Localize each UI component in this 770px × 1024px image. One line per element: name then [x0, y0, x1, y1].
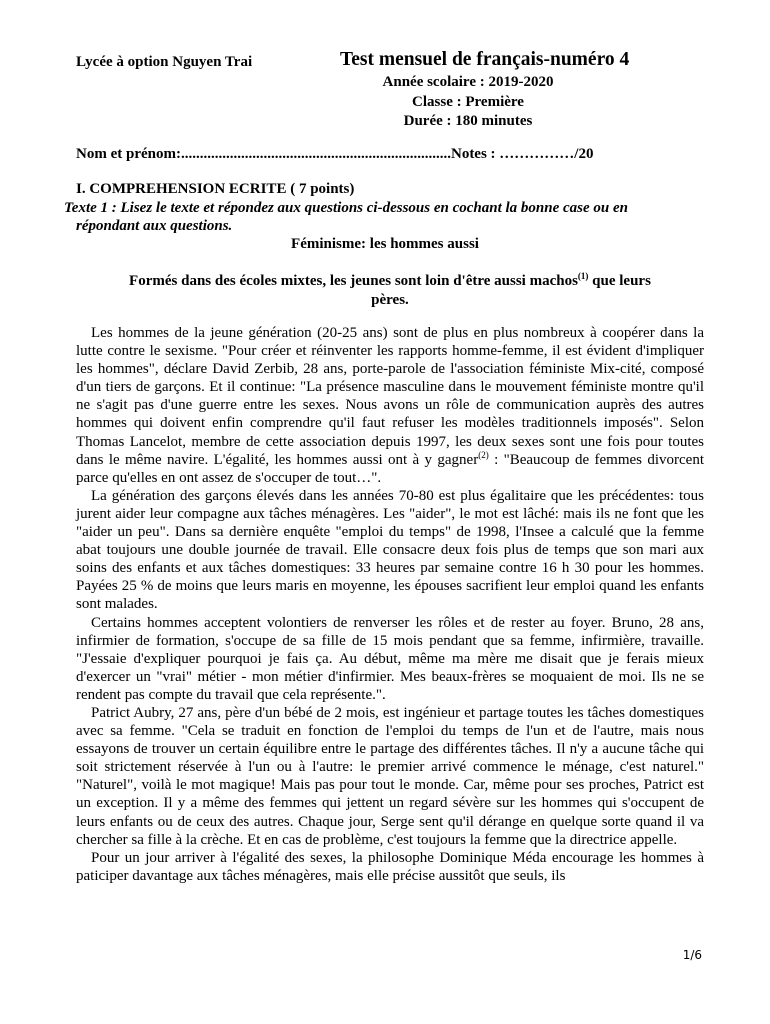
test-meta	[330, 73, 606, 132]
footnote-marker-1: (1)	[577, 271, 589, 281]
paragraph-1-part-2: : "Beaucoup de femmes divorcent parce qu'elles en ont assez de s'occuper de tout…".	[76, 451, 704, 486]
section-heading: I. COMPREHENSION ECRITE ( 7 points)	[76, 181, 355, 197]
test-duration: Durée : 180 minutes	[403, 113, 533, 129]
article-body	[76, 324, 704, 885]
notes-field-label: Notes : ……………/20	[450, 146, 594, 162]
school-name: Lycée à option Nguyen Trai	[76, 54, 253, 70]
paragraph-2: La génération des garçons élevés dans les années 70-80 est plus égalitaire que les précédentes: tous jurent aider leur compagne aux tâches ménagères. Les "aider", le mot est lâché: mais ils ne font que les "aider un peu". Dans sa dernière enquête "emploi du temps" de 1998, l'Insee a calculé que la femme abat toujours une double journée de travail. Elle consacre deux fois plus de temps que son mari aux soins des enfants et aux tâches domestiques: 33 heures par semaine contre 16 h 30 pour les hommes. Payées 25 % de moins que leurs maris en moyenne, les épouses sacrifient leur emploi quand les enfants sont malades.	[76, 487, 704, 613]
instructions	[64, 199, 714, 235]
paragraph-4: Patrict Aubry, 27 ans, père d'un bébé de 2 mois, est ingénieur et partage toutes les tâches domestiques avec sa femme. "Cela se traduit en fonction de l'emploi du temps de l'un et de l'autre, mais nous essayons de trouver un certain équilibre entre le partage des différentes tâches. Il n'y a aucune tâche qui soit strictement réservée à l'un ou à l'autre: le premier arrivé commence le ménage, c'est naturel." "Naturel", voilà le mot magique! Mais pas pour tout le monde. Car, même pour ses proches, Patrict est un exception. Il y a même des femmes qui jettent un regard sévère sur les hommes qui s'occupent de leurs enfants ou de ceux des autres. Chaque jour, Serge sent qu'il dérange en quelque sorte quand il va chercher sa fille à la crèche. Et en cas de problème, c'est toujours la femme que la directrice appelle.	[76, 704, 704, 848]
paragraph-1	[76, 324, 704, 487]
page-number: 1/6	[682, 948, 702, 962]
paragraph-1-part-1: Les hommes de la jeune génération (20-25 ans) sont de plus en plus nombreux à coopérer dans la lutte contre le sexisme. "Pour créer et réinventer les rapports homme-femme, il est évident d'impliquer les hommes", déclare David Zerbib, 28 ans, porte-parole de l'association féministe Mix-cité, composé d'un tiers de garçons. Et il continue: "La présence masculine dans le mouvement féministe montre qu'il ne s'agit pas d'une guerre entre les sexes. Nous avons un rôle de communication auprès des autres hommes qui doivent enfin comprendre qu'il faut refuser les modèles traditionnels imposés". Selon Thomas Lancelot, membre de cette association depuis 1997, les deux sexes sont une fois pour toutes dans le même navire. L'égalité, les hommes aussi ont à y gagner	[76, 325, 704, 468]
instructions-line-2: répondant aux questions.	[76, 218, 233, 234]
school-year: Année scolaire : 2019-2020	[382, 74, 554, 90]
subtitle-part-2: que leurs pères.	[371, 273, 651, 308]
student-info-line	[76, 146, 593, 163]
test-title: Test mensuel de français-numéro 4	[340, 49, 630, 70]
text-subtitle	[110, 272, 670, 310]
class-level: Classe : Première	[412, 93, 524, 110]
text-title: Féminisme: les hommes aussi	[291, 236, 479, 252]
paragraph-3: Certains hommes acceptent volontiers de renverser les rôles et de rester au foyer. Bruno, 28 ans, infirmier de formation, s'occupe de sa fille de 15 mois pendant que sa femme, infirmière, travaille. "J'essaie d'expliquer pourquoi je fais ça. Au début, même ma mère me disait que je ferais mieux d'exercer un "vrai" métier - mon métier d'infirmier. Mes beaux-frères se moquaient de moi. Ils ne se rendent pas compte du travail que cela représente.".	[76, 614, 704, 703]
instructions-line-1: Texte 1 : Lisez le texte et répondez aux questions ci-dessous en cochant la bonne case ou en	[64, 200, 629, 216]
footnote-marker-2: (2)	[478, 449, 489, 460]
name-field-label: Nom et prénom:........................................................................	[76, 146, 451, 162]
subtitle-part-1: Formés dans des écoles mixtes, les jeunes sont loin d'être aussi machos	[129, 273, 578, 289]
paragraph-5: Pour un jour arriver à l'égalité des sexes, la philosophe Dominique Méda encourage les hommes à paticiper davantage aux tâches ménagères, mais elle précise aussitôt que seuls, ils	[76, 849, 704, 884]
